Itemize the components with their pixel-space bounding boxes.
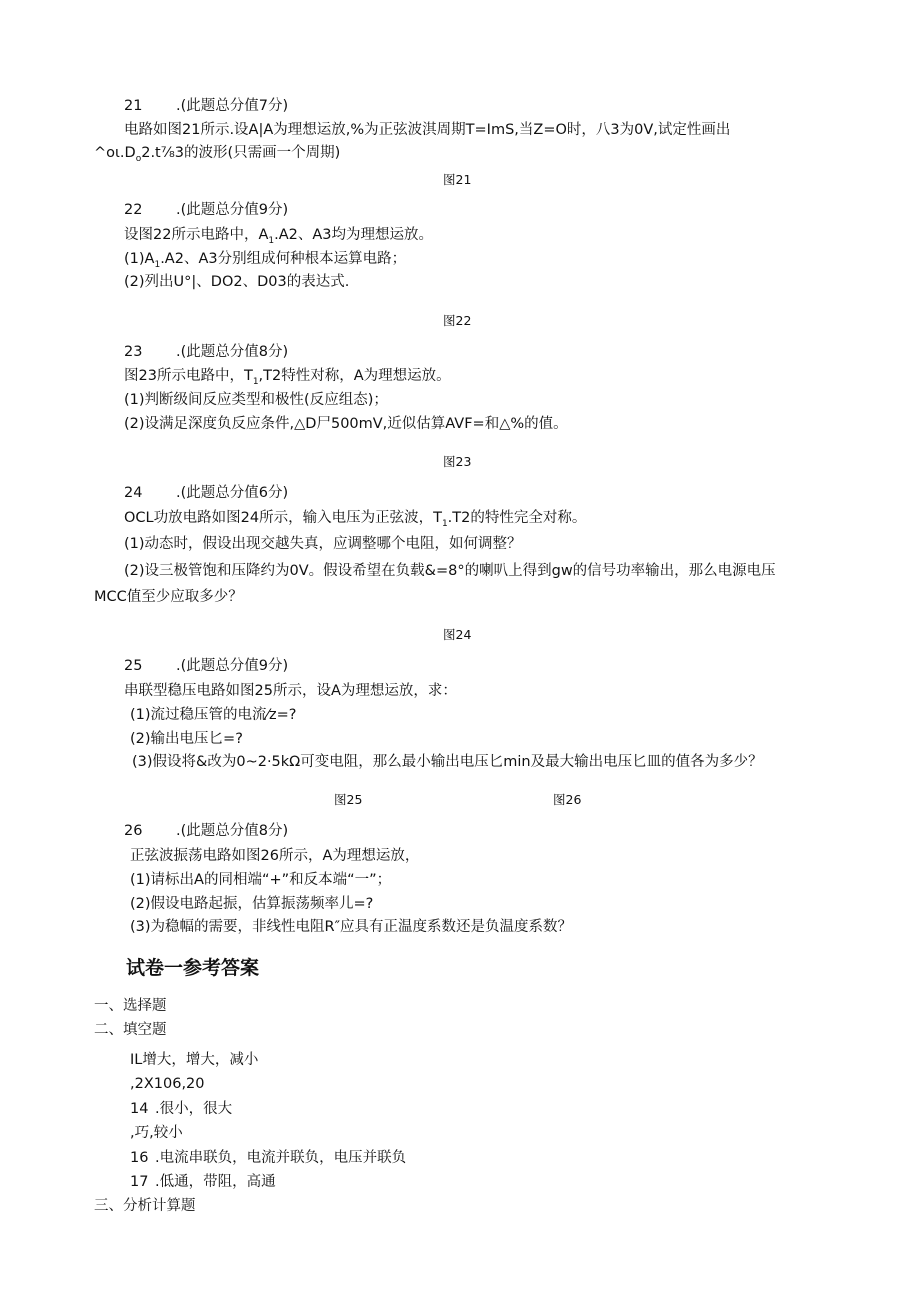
- q21-text-part: ⅞3的波形(只需画一个周期): [160, 145, 341, 161]
- q22-text-part: .A2、A3分别组成何种根本运算电路；: [160, 251, 407, 267]
- q24-text-line4: MCC值至少应取多少？: [94, 589, 243, 605]
- q21-text-part: ^oι.D: [94, 145, 136, 161]
- answer-item: [130, 1172, 276, 1192]
- q24-subscript: 1: [441, 518, 448, 529]
- q24-points: .(此题总分值6分): [176, 485, 289, 501]
- q26-text-line3: (2)假设电路起振，估算振荡频率儿=?: [130, 896, 374, 912]
- q21-number: 21: [124, 98, 143, 114]
- q24-text-part: .T2的特性完全对称。: [447, 510, 587, 526]
- q26-number: 26: [124, 823, 143, 839]
- q26-text-line1: 正弦波振荡电路如图26所示，A为理想运放，: [130, 848, 420, 864]
- q23-subscript: 1: [252, 376, 259, 387]
- figure-24-caption: 图24: [443, 627, 472, 642]
- q21-subscript: o: [135, 153, 142, 164]
- answer-item: ,2X106,20: [130, 1076, 205, 1092]
- q21-header: [124, 96, 288, 116]
- q26-text-line4: (3)为稳幅的需要，非线性电阻R″应具有正温度系数还是负温度系数？: [130, 919, 573, 935]
- q24-text-line1: [124, 508, 586, 528]
- q23-points: .(此题总分值8分): [176, 344, 289, 360]
- figure-25-caption: 图25: [334, 792, 363, 807]
- q24-header: [124, 483, 288, 503]
- answer-item-number: 17: [130, 1174, 149, 1190]
- q25-text-line2: (1)流过稳压管的电流⁄z=?: [130, 707, 297, 723]
- q24-text-part: OCL功放电路如图24所示，输入电压为正弦波，T: [124, 510, 442, 526]
- answer-section-fill: 二、填空题: [94, 1022, 167, 1038]
- q22-text-line1: [124, 225, 433, 245]
- answer-item: [130, 1099, 232, 1119]
- q23-text-part: 图23所示电路中，T: [124, 368, 253, 384]
- answer-section-choice: 一、选择题: [94, 998, 167, 1014]
- figure-22-caption: 图22: [443, 313, 472, 328]
- figure-26-caption: 图26: [553, 792, 582, 807]
- q22-number: 22: [124, 202, 143, 218]
- q26-points: .(此题总分值8分): [176, 823, 289, 839]
- q22-text-part: (1)A: [124, 251, 155, 267]
- q25-points: .(此题总分值9分): [176, 658, 289, 674]
- answer-item: ,巧,较小: [130, 1125, 183, 1141]
- q23-header: [124, 342, 288, 362]
- q21-points: .(此题总分值7分): [176, 98, 289, 114]
- figure-23-caption: 图23: [443, 454, 472, 469]
- answer-item: [130, 1148, 406, 1168]
- q23-text-part: ,T2特性对称，A为理想运放。: [258, 368, 451, 384]
- q24-number: 24: [124, 485, 143, 501]
- q21-text-part: 2.t: [141, 145, 161, 161]
- q22-text-line3: (2)列出U°|、DO2、D03的表达式.: [124, 274, 350, 290]
- answer-item-text: .电流串联负，电流并联负，电压并联负: [155, 1150, 407, 1166]
- q25-text-line4: (3)假设将&改为0~2·5kΩ可变电阻，那么最小输出电压匕min及最大输出电压匕皿的值各为多少？: [132, 754, 763, 770]
- q25-header: [124, 656, 288, 676]
- q22-text-part: 设图22所示电路中，A: [124, 227, 269, 243]
- answer-item-text: .低通，带阻，高通: [155, 1174, 276, 1190]
- q24-text-line3: (2)设三极管饱和压降约为0V。假设希望在负载&=8°的喇叭上得到gw的信号功率输出，那么电源电压: [124, 563, 776, 579]
- q22-header: [124, 200, 288, 220]
- q23-text-line2: (1)判断级间反应类型和极性(反应组态)；: [124, 392, 388, 408]
- q22-subscript: 1: [154, 259, 161, 270]
- q25-text-line1: 串联型稳压电路如图25所示，设A为理想运放，求：: [124, 683, 457, 699]
- q22-subscript: 1: [268, 235, 275, 246]
- answer-section-analysis: 三、分析计算题: [94, 1198, 196, 1214]
- q23-text-line1: [124, 366, 451, 386]
- q22-text-line2: [124, 249, 406, 269]
- q21-text-line1: 电路如图21所示.设A|A为理想运放,%为正弦波淇周期T=ImS,当Z=O时，八3为0V,试定性画出: [124, 122, 731, 138]
- q21-text-line2: [94, 143, 340, 163]
- q22-text-part: .A2、A3均为理想运放。: [274, 227, 434, 243]
- answer-item-text: .很小，很大: [155, 1101, 233, 1117]
- q25-number: 25: [124, 658, 143, 674]
- q24-text-line2: (1)动态时，假设出现交越失真，应调整哪个电阻，如何调整？: [124, 536, 522, 552]
- q22-points: .(此题总分值9分): [176, 202, 289, 218]
- q26-header: [124, 821, 288, 841]
- answer-key-title: 试卷一参考答案: [126, 957, 260, 979]
- q23-number: 23: [124, 344, 143, 360]
- q25-text-line3: (2)输出电压匕=?: [130, 731, 243, 747]
- answer-item-number: 16: [130, 1150, 149, 1166]
- answer-item-number: 14: [130, 1101, 149, 1117]
- q26-text-line2: (1)请标出A的同相端“+”和反本端“一”；: [130, 872, 392, 888]
- figure-21-caption: 图21: [443, 172, 472, 187]
- q23-text-line3: (2)设满足深度负反应条件,△D尸500mV,近似估算AVF=和△%的值。: [124, 416, 568, 432]
- answer-item: IL增大，增大，减小: [130, 1052, 259, 1068]
